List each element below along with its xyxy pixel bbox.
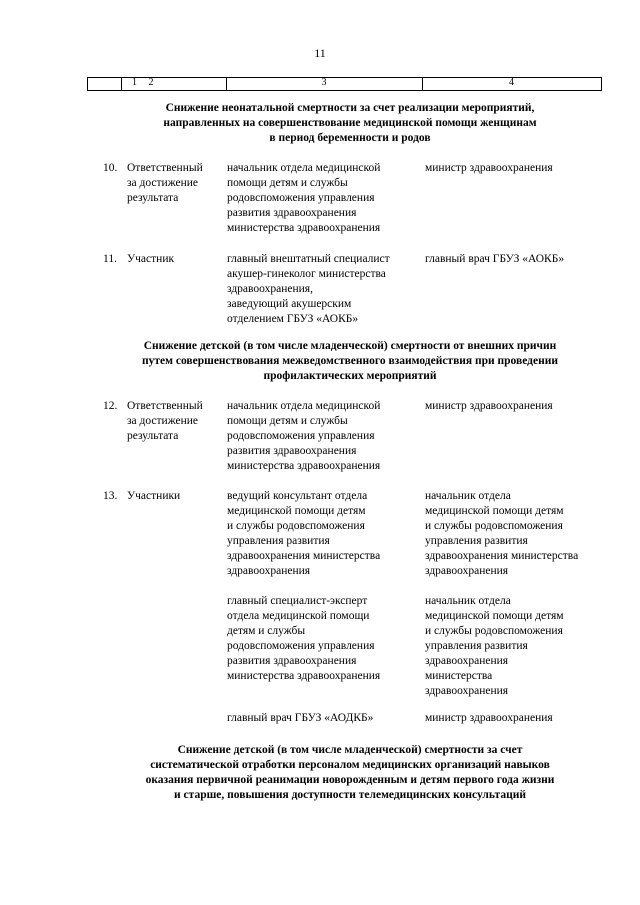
row-12-number: 12.: [103, 400, 118, 412]
row-12-role: Ответственный за достижение результата: [127, 400, 203, 442]
row-11-position: главный внештатный специалист акушер-гинеколог министерства здравоохранения, заведующий акушерским отделением ГБУЗ «АОКБ»: [227, 253, 390, 325]
column-header-2: 2: [148, 77, 154, 88]
column-header-1: 1: [132, 77, 137, 88]
section-2-title: Снижение детской (в том числе младенческой) смертности от внешних причин путем совершенствования межведомственного взаимодействия при проведении профилактических мероприятий: [142, 340, 558, 382]
row-13-position-1: ведущий консультант отдела медицинской помощи детям и службы родовспоможения управления развития здравоохранения министерства здравоохранения: [227, 490, 381, 577]
row-13-role: Участники: [127, 490, 181, 502]
row-11-number: 11.: [103, 253, 117, 265]
row-13-position-2: главный специалист-эксперт отдела медицинской помощи детям и службы родовспоможения управления развития здравоохранения министерства здравоохранения: [227, 595, 381, 682]
column-header-3: 3: [321, 77, 327, 88]
row-12-position: начальник отдела медицинской помощи детям и службы родовспоможения управления развития здравоохранения министерства здравоохранения: [227, 400, 381, 472]
row-10-supervisor: министр здравоохранения: [425, 162, 553, 174]
row-10-role: Ответственный за достижение результата: [127, 162, 203, 204]
column-header-4: 4: [509, 77, 514, 88]
row-10-number: 10.: [103, 162, 118, 174]
section-1-title: Снижение неонатальной смертности за счет реализации мероприятий, направленных на совершенствование медицинской помощи женщинам в период беременности и родов: [163, 102, 537, 144]
row-13-supervisor-1: начальник отдела медицинской помощи детям и службы родовспоможения управления развития здравоохранения министерства здравоохранения: [425, 490, 579, 577]
row-13-position-3: главный врач ГБУЗ «АОДКБ»: [227, 712, 374, 724]
row-11-role: Участник: [127, 253, 175, 265]
row-13-number: 13.: [103, 490, 118, 502]
page-number: 11: [314, 46, 326, 60]
row-13-supervisor-3: министр здравоохранения: [425, 712, 553, 724]
row-11-supervisor: главный врач ГБУЗ «АОКБ»: [425, 253, 565, 265]
row-10-position: начальник отдела медицинской помощи детям и службы родовспоможения управления развития здравоохранения министерства здравоохранения: [227, 162, 381, 234]
row-12-supervisor: министр здравоохранения: [425, 400, 553, 412]
row-13-supervisor-2: начальник отдела медицинской помощи детям и службы родовспоможения управления развития здравоохранения министерства здравоохранения: [425, 595, 564, 697]
section-3-title: Снижение детской (в том числе младенческой) смертности за счет систематической отработки персоналом медицинских организаций навыков оказания первичной реанимации новорожденным и детям первого года жизни и старше, повышения доступности телемедицинских консультаций: [145, 744, 555, 801]
column-header-row: [87, 77, 602, 91]
